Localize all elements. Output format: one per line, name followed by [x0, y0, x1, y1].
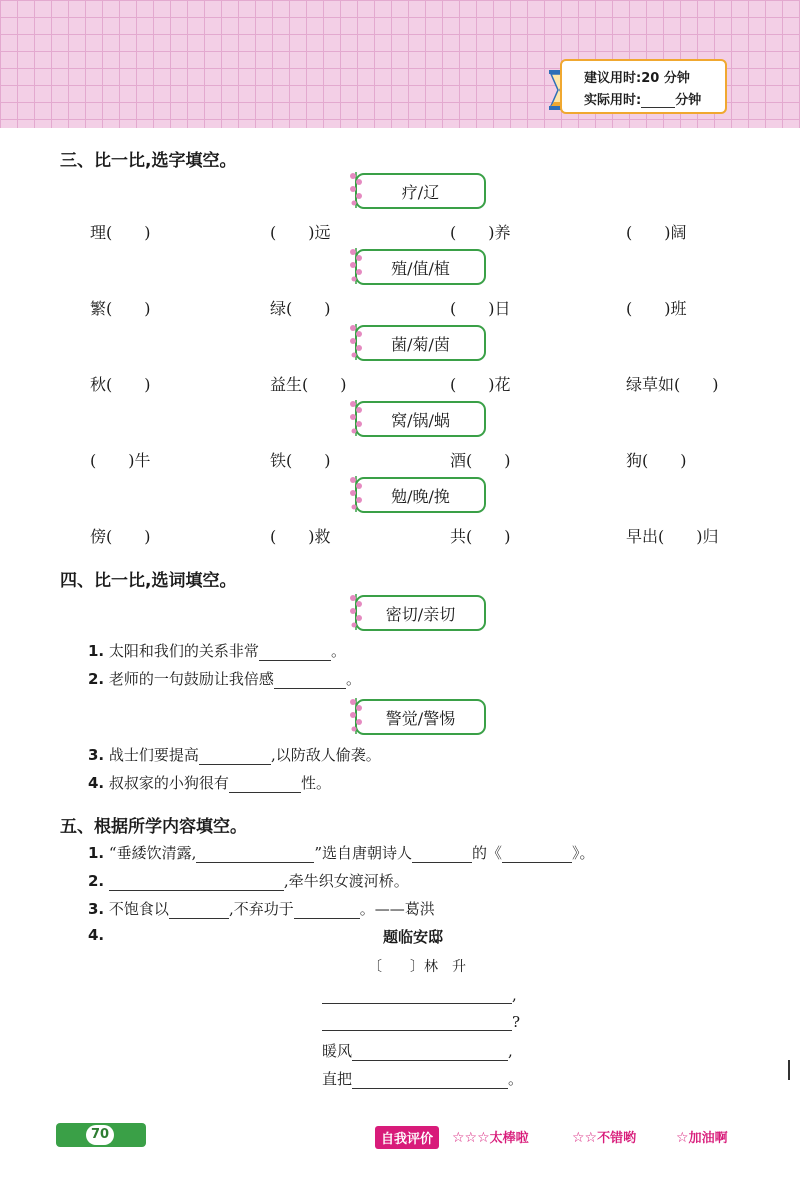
char-box-5: 勉/晚/挽: [355, 477, 486, 513]
blank-item[interactable]: ( )远: [270, 223, 331, 242]
blank-item[interactable]: 酒( ): [450, 451, 511, 470]
word-box-2: 警觉/警惕: [355, 699, 486, 735]
answer-blank[interactable]: [412, 846, 472, 863]
blank-item[interactable]: 秋( ): [90, 375, 151, 394]
poem-line-3: 暖风 ,: [322, 1042, 513, 1060]
rating-3-stars[interactable]: ☆☆☆太棒啦: [452, 1130, 529, 1146]
flower-icon: [347, 246, 365, 286]
rating-2-stars[interactable]: ☆☆不错哟: [572, 1130, 637, 1146]
poem-blank[interactable]: [352, 1044, 508, 1061]
flower-icon: [347, 398, 365, 438]
question-5-1: 1. “垂緌饮清露, ”选自唐朝诗人 的《 》。: [88, 844, 595, 862]
blank-item[interactable]: ( )养: [450, 223, 511, 242]
char-box-2: 殖/值/植: [355, 249, 486, 285]
blank-item[interactable]: 铁( ): [270, 451, 331, 470]
char-box-1: 疗/辽: [355, 173, 486, 209]
answer-blank[interactable]: [502, 846, 572, 863]
blank-item[interactable]: ( )班: [626, 299, 687, 318]
flower-icon: [347, 322, 365, 362]
poem-blank[interactable]: [352, 1072, 508, 1089]
answer-blank[interactable]: [274, 672, 346, 689]
blank-item[interactable]: 绿( ): [270, 299, 331, 318]
word-box-1: 密切/亲切: [355, 595, 486, 631]
char-box-4: 窝/锅/蜗: [355, 401, 486, 437]
actual-time: 实际用时: 分钟: [584, 93, 702, 108]
poem-line-4: 直把 。: [322, 1070, 524, 1088]
question-4-1: 1. 太阳和我们的关系非常 。: [88, 642, 346, 660]
page-number: 70: [86, 1125, 114, 1145]
poem-title: 题临安邸: [383, 928, 444, 946]
question-5-2: 2. ,牵牛织女渡河桥。: [88, 872, 409, 890]
poem-blank[interactable]: [322, 987, 512, 1004]
star-icon: ☆: [676, 1130, 689, 1146]
question-4-2: 2. 老师的一句鼓励让我倍感 。: [88, 670, 361, 688]
rating-1-star[interactable]: ☆加油啊: [676, 1130, 728, 1146]
answer-blank[interactable]: [169, 902, 229, 919]
flower-icon: [347, 474, 365, 514]
answer-blank[interactable]: [294, 902, 360, 919]
question-4-4: 4. 叔叔家的小狗很有 性。: [88, 774, 331, 792]
star-icon: ☆☆☆: [452, 1130, 490, 1146]
self-eval-label: 自我评价: [375, 1126, 439, 1149]
question-4-3: 3. 战士们要提高 ,以防敌人偷袭。: [88, 746, 381, 764]
flower-icon: [347, 170, 365, 210]
edge-mark: [788, 1060, 790, 1080]
poem-blank[interactable]: [322, 1014, 512, 1031]
suggested-time: 建议用时:20 分钟: [584, 71, 690, 86]
poem-line-2: ?: [322, 1013, 520, 1031]
blank-item[interactable]: 益生( ): [270, 375, 347, 394]
blank-item[interactable]: 狗( ): [626, 451, 687, 470]
flower-icon: [347, 696, 365, 736]
actual-time-blank[interactable]: [641, 95, 675, 108]
poem-author: 〔 〕林 升: [368, 959, 466, 975]
blank-item[interactable]: 理( ): [90, 223, 151, 242]
poem-line-1: ,: [322, 986, 517, 1004]
flower-icon: [347, 592, 365, 632]
char-box-3: 菌/菊/茵: [355, 325, 486, 361]
star-icon: ☆☆: [572, 1130, 598, 1146]
question-5-4: 4.: [88, 926, 105, 944]
section-4-title: 四、比一比,选词填空。: [60, 571, 237, 591]
answer-blank[interactable]: [109, 874, 284, 891]
blank-item[interactable]: 共( ): [450, 527, 511, 546]
question-5-3: 3. 不饱食以 ,不弃功于 。——葛洪: [88, 900, 435, 918]
blank-item[interactable]: ( )救: [270, 527, 331, 546]
answer-blank[interactable]: [259, 644, 331, 661]
section-5-title: 五、根据所学内容填空。: [60, 817, 247, 837]
blank-item[interactable]: ( )日: [450, 299, 511, 318]
blank-item[interactable]: ( )花: [450, 375, 511, 394]
time-box: [560, 59, 727, 114]
answer-blank[interactable]: [196, 846, 314, 863]
blank-item[interactable]: 繁( ): [90, 299, 151, 318]
blank-item[interactable]: 傍( ): [90, 527, 151, 546]
answer-blank[interactable]: [229, 776, 301, 793]
blank-item[interactable]: ( )阔: [626, 223, 687, 242]
answer-blank[interactable]: [199, 748, 271, 765]
blank-item[interactable]: 早出( )归: [626, 527, 719, 546]
section-3-title: 三、比一比,选字填空。: [60, 151, 237, 171]
blank-item[interactable]: 绿草如( ): [626, 375, 719, 394]
blank-item[interactable]: ( )牛: [90, 451, 151, 470]
